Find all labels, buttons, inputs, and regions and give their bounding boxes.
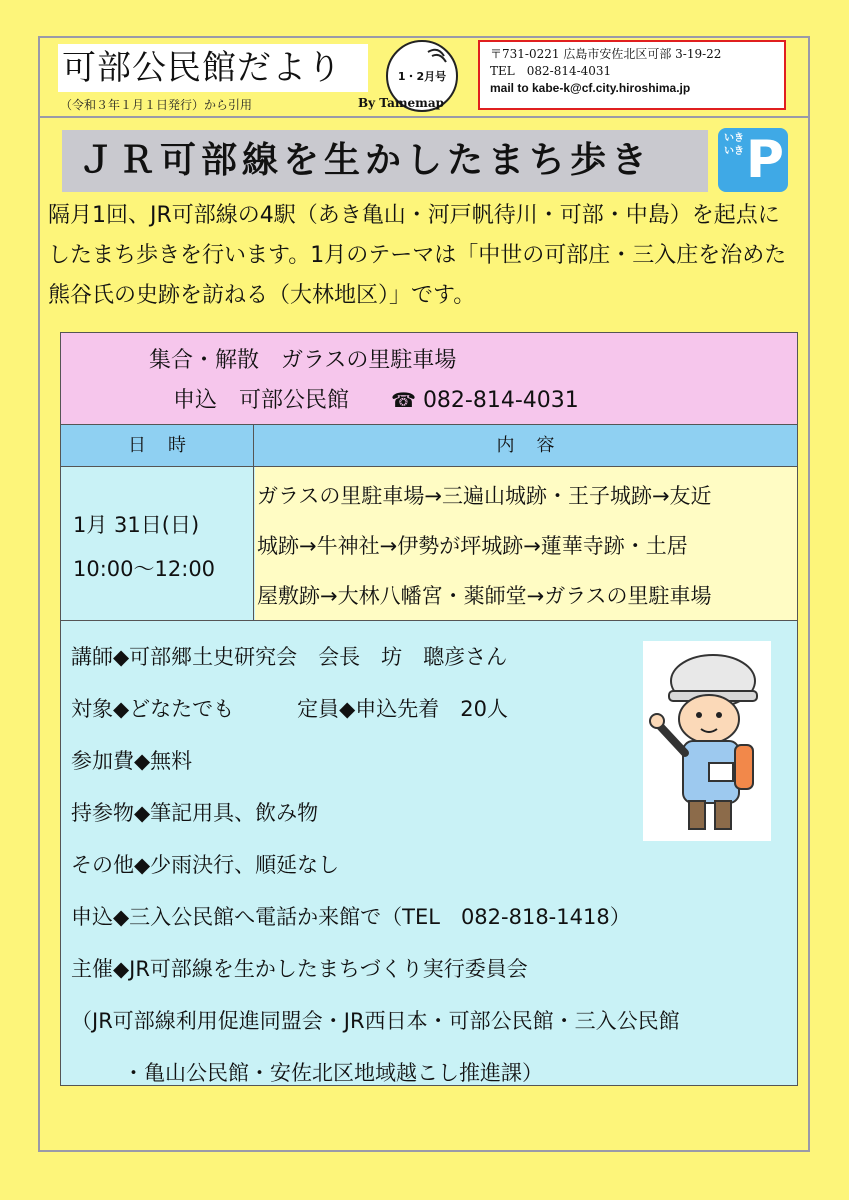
intro-paragraph: 隔月1回、JR可部線の4駅（あき亀山・河戸帆待川・可部・中島）を起点にしたまち歩きを行います。1月のテーマは「中世の可部庄・三入庄を治めた熊谷氏の史跡を訪ねる（大林地区）」です。 (48, 203, 787, 308)
credit: By Tamemap (358, 96, 445, 110)
issue-label: 1・2月号 (397, 70, 447, 83)
event-info-table (60, 332, 798, 1086)
table-header-row (61, 425, 797, 467)
apply-tel: 082-814-4031 (422, 388, 579, 413)
schedule-datetime (73, 503, 215, 591)
header-content: 内容 (496, 435, 577, 456)
detail-organizer-members: （JR可部線利用促進同盟会・JR西日本・可部公民館・三入公民館 (71, 1009, 680, 1033)
logo-text: いき いき (724, 133, 744, 157)
ikiiki-logo (718, 128, 788, 192)
detail-lecturer: 講師◆可部郷土史研究会 会長 坊 聰彦さん (71, 645, 508, 669)
contact-tel: TEL 082-814-4031 (490, 64, 612, 78)
apply-label: 申込 可部公民館 (173, 388, 350, 413)
publication-note: （令和３年１月１日発行）から引用 (60, 98, 253, 112)
route-line: 屋敷跡→大林八幡宮・薬師堂→ガラスの里駐車場 (257, 584, 712, 608)
event-time: 10:00～12:00 (73, 557, 216, 581)
guide-character-illustration (643, 641, 771, 841)
detail-other: その他◆少雨決行、順延なし (71, 853, 340, 877)
route-line: ガラスの里駐車場→三遍山城跡・王子城跡→友近 (257, 484, 712, 508)
detail-bring: 持参物◆筆記用具、飲み物 (71, 801, 319, 825)
route-description (255, 467, 797, 620)
header-datetime: 日時 (128, 435, 208, 456)
logo-letter: P (745, 130, 784, 190)
contact-box (478, 40, 786, 110)
header-divider (40, 116, 808, 118)
contact-address: 〒731-0221 広島市安佐北区可部 3-19-22 (490, 47, 722, 61)
detail-apply: 申込◆三入公民館へ電話か来館で（TEL 082-818-1418） (71, 905, 631, 929)
route-line: 城跡→牛神社→伊勢が坪城跡→蓮華寺跡・土居 (257, 534, 688, 558)
meeting-place: 集合・解散 ガラスの里駐車場 (149, 348, 457, 373)
meeting-row (61, 333, 797, 425)
schedule-row (61, 467, 797, 621)
detail-target-capacity: 対象◆どなたでも 定員◆申込先着 20人 (71, 697, 509, 721)
contact-mail-link[interactable]: mail to kabe-k@cf.city.hiroshima.jp (490, 81, 691, 95)
detail-fee: 参加費◆無料 (71, 749, 193, 773)
detail-organizer-members-cont: ・亀山公民館・安佐北区地域越こし推進課） (123, 1061, 543, 1085)
event-date: 1月 31日(日) (73, 513, 200, 537)
phone-icon: ☎ (391, 388, 416, 412)
detail-organizer: 主催◆JR可部線を生かしたまちづくり実行委員会 (71, 957, 528, 981)
event-details (71, 631, 680, 1099)
newsletter-title: 可部公民館だより (58, 44, 368, 92)
article-headline: ＪＲ可部線を生かしたまち歩き (62, 130, 708, 192)
apply-line (173, 383, 579, 414)
